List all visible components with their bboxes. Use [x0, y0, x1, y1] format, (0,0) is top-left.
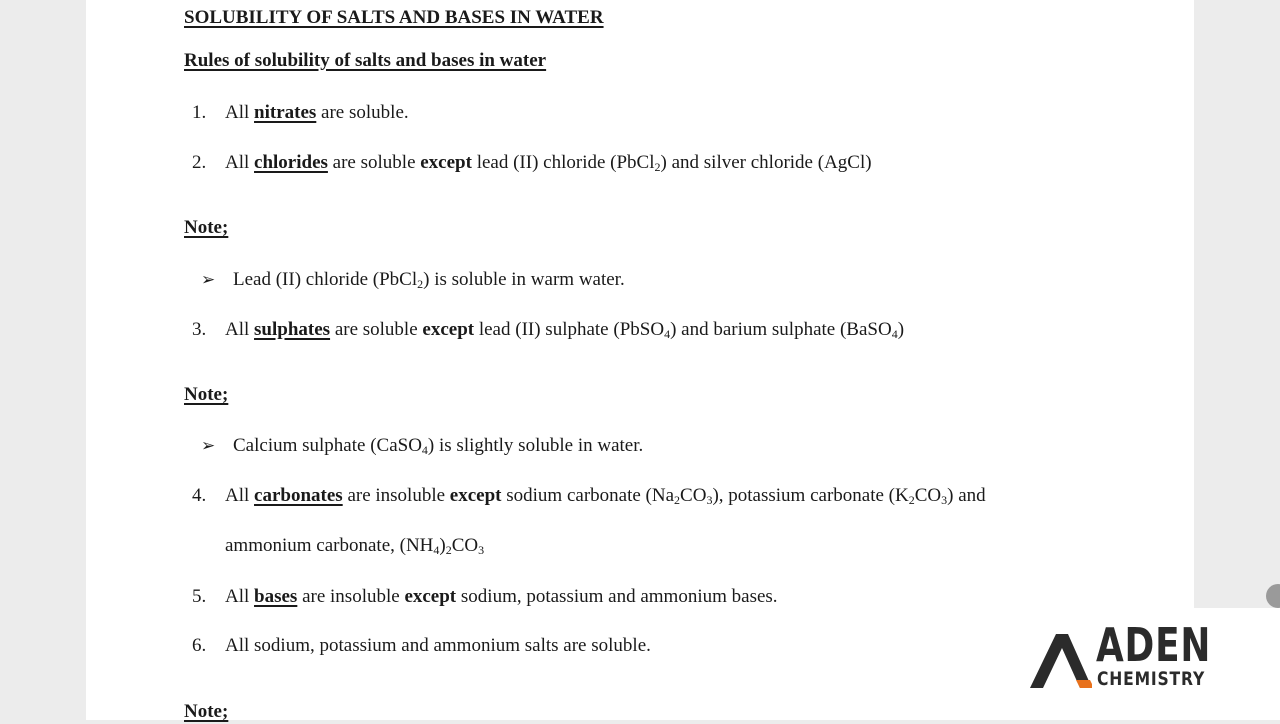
scroll-handle[interactable] — [1266, 584, 1280, 608]
aden-logo-mark-icon — [1030, 630, 1092, 690]
rule-number: 6. — [192, 635, 207, 656]
rule-2-text: All chlorides are soluble except lead (II) chloride (PbCl$_2$) and silver chloride (AgCl) — [225, 152, 872, 174]
keyword-carbonates: carbonates — [254, 485, 343, 506]
note-2-text: Calcium sulphate (CaSO$_4$) is slightly soluble in water. — [233, 435, 644, 457]
note-heading: Note; — [184, 217, 229, 238]
rule-number: 4. — [192, 485, 207, 506]
rule-3-text: All sulphates are soluble except lead (II) sulphate (PbSO$_4$) and barium sulphate (BaSO$_4$) — [225, 319, 905, 341]
rule-5-text: All bases are insoluble except sodium, potassium and ammonium bases. — [225, 586, 778, 607]
keyword-sulphates: sulphates — [254, 319, 331, 340]
logo-wordmark: ADEN — [1096, 618, 1212, 672]
note-heading: Note; — [184, 701, 229, 722]
aden-chemistry-logo — [1016, 608, 1280, 720]
section-subtitle: Rules of solubility of salts and bases in water — [184, 50, 547, 71]
arrow-bullet-icon: ➢ — [201, 270, 216, 289]
keyword-chlorides: chlorides — [254, 152, 328, 173]
arrow-bullet-icon: ➢ — [201, 436, 216, 455]
rule-4-continuation: ammonium carbonate, $(NH_4)_2CO_3$ — [225, 535, 485, 557]
rule-number: 2. — [192, 152, 207, 173]
rule-number: 3. — [192, 319, 207, 340]
note-1-text: Lead (II) chloride (PbCl$_2$) is soluble in warm water. — [233, 269, 625, 291]
rule-4-text: All carbonates are insoluble except sodium carbonate $(Na_2CO_3)$, potassium carbonate $(K_2CO_3)$ and — [225, 485, 986, 507]
logo-tagline: CHEMISTRY — [1097, 668, 1206, 690]
keyword-nitrates: nitrates — [254, 102, 317, 123]
note-heading: Note; — [184, 384, 229, 405]
rule-1-text: All nitrates are soluble. — [225, 102, 409, 123]
rule-6-text: All sodium, potassium and ammonium salts are soluble. — [225, 635, 651, 656]
keyword-bases: bases — [254, 586, 298, 607]
rule-number: 1. — [192, 102, 207, 123]
rule-number: 5. — [192, 586, 207, 607]
page-title: SOLUBILITY OF SALTS AND BASES IN WATER — [184, 7, 604, 28]
